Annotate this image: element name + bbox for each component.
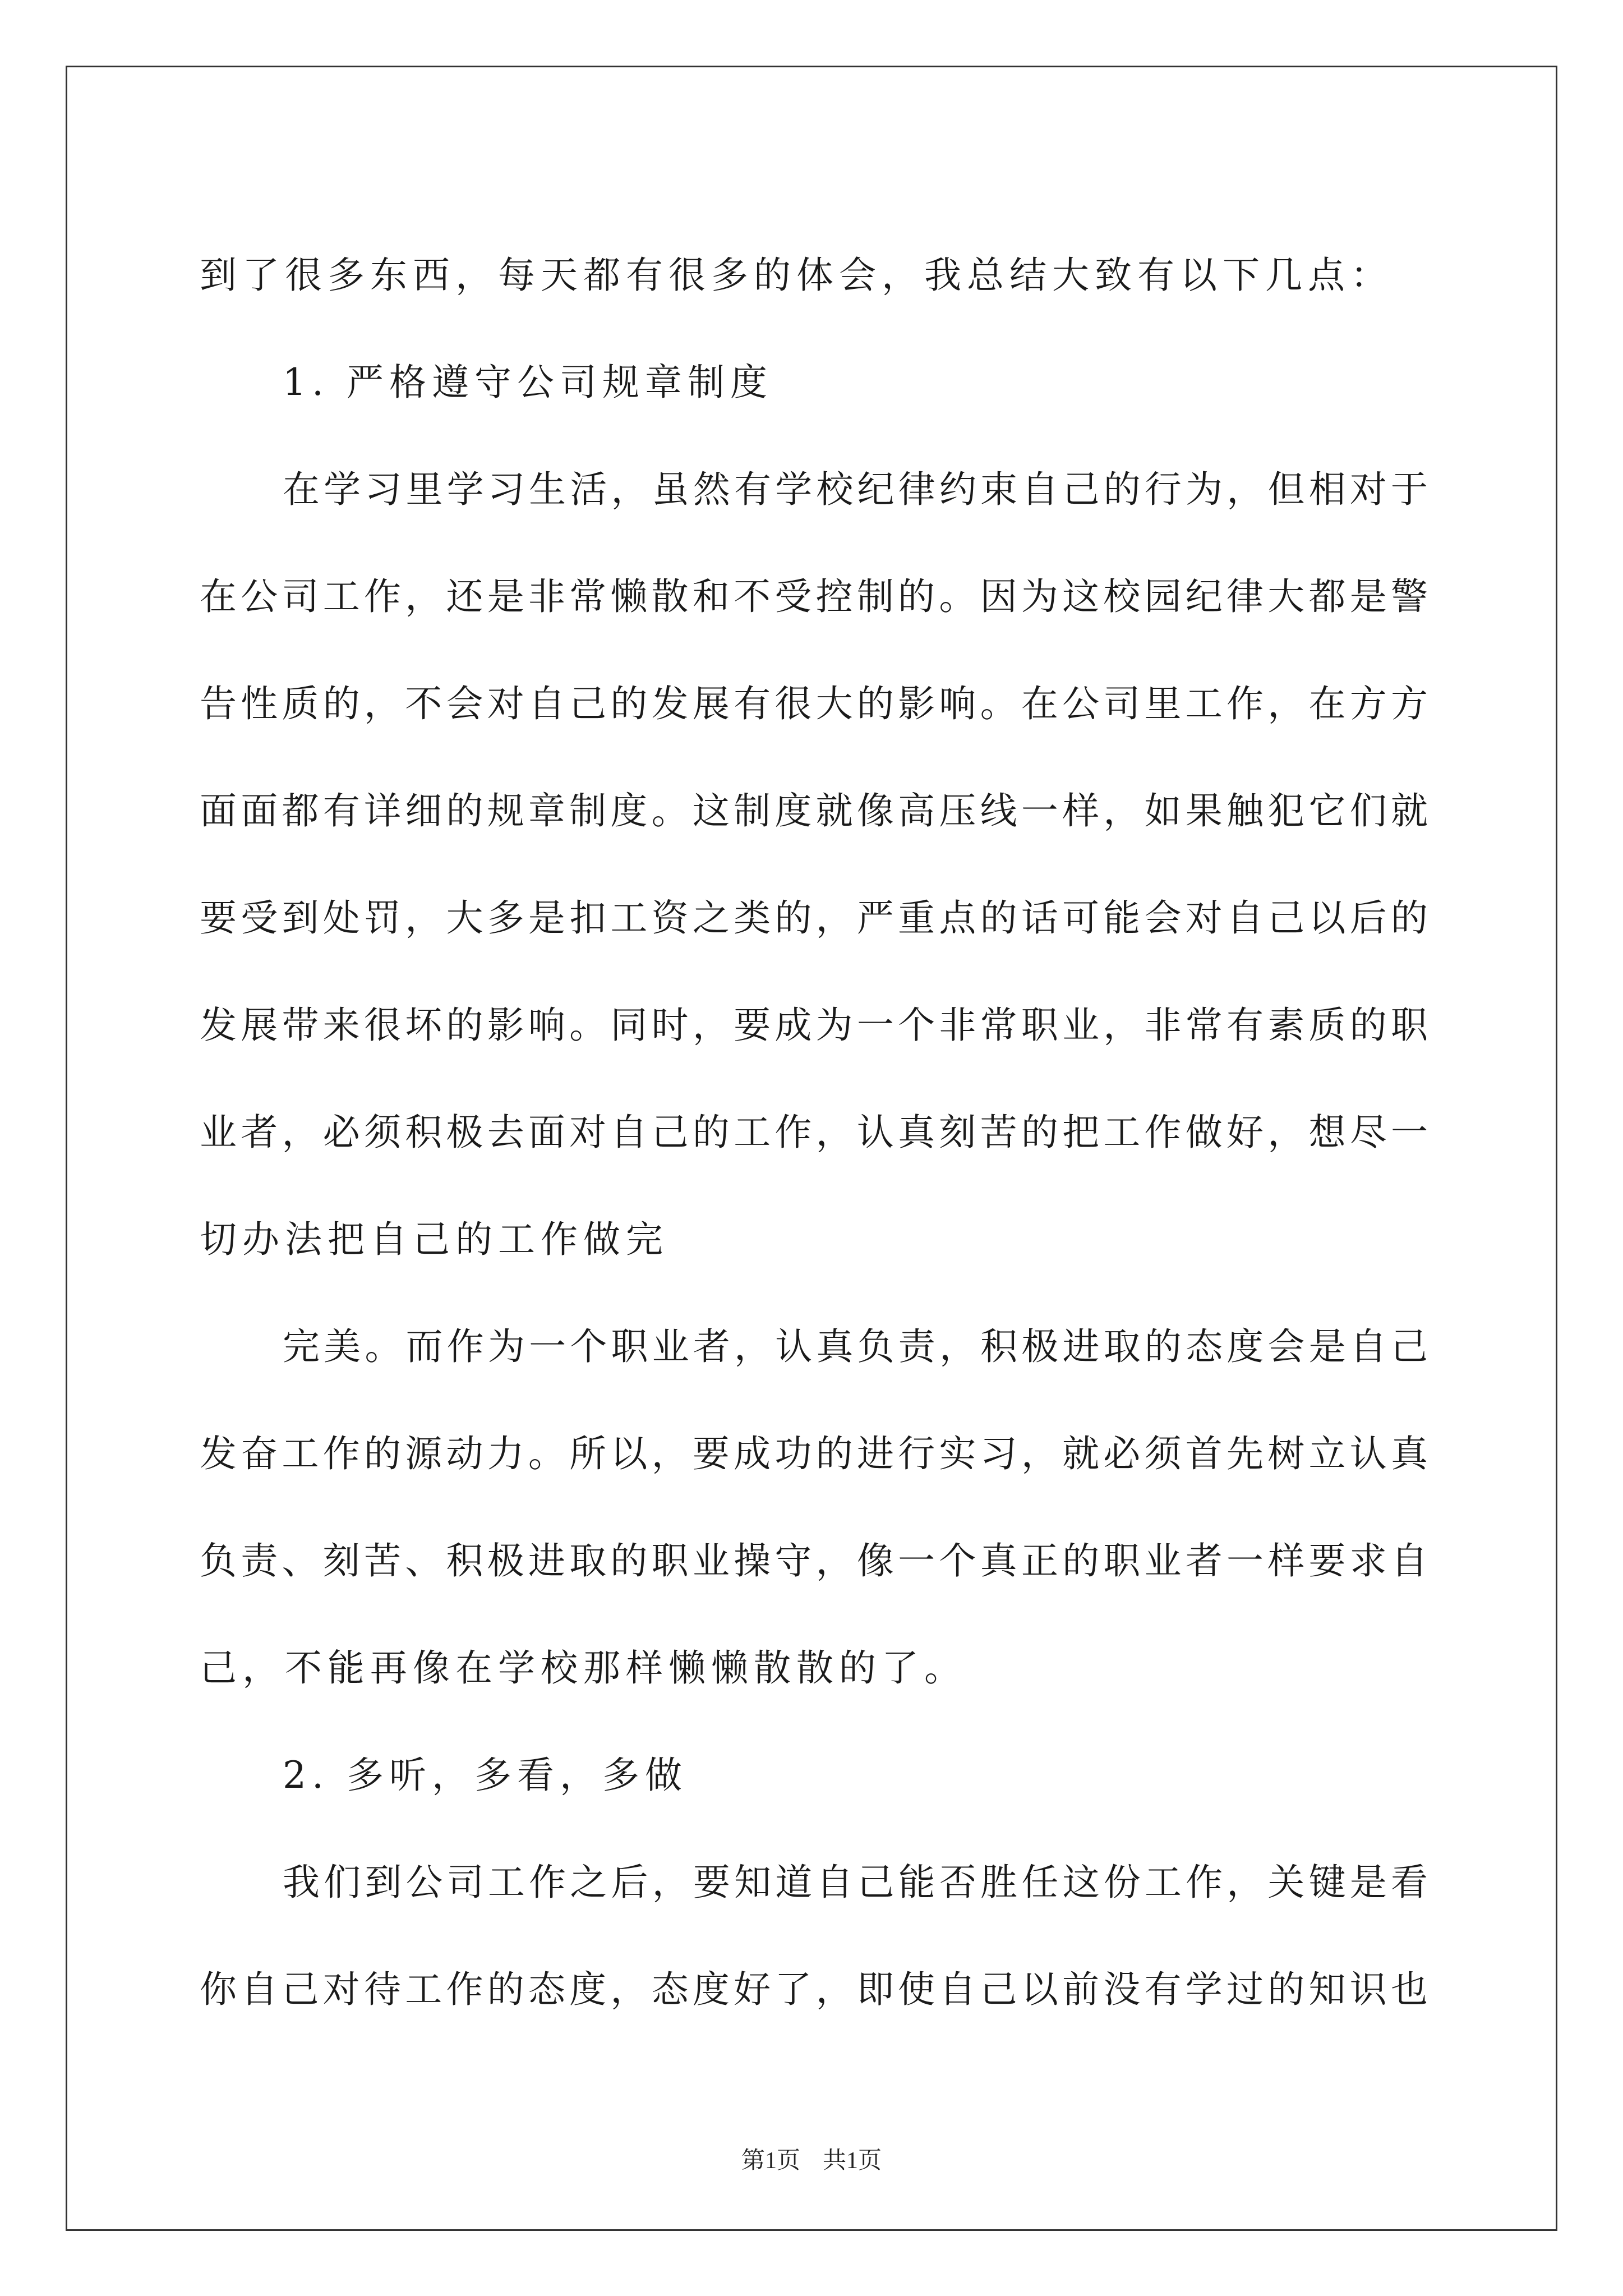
- text-line: 己，不能再像在学校那样懒懒散散的了。: [200, 1646, 967, 1690]
- page-footer: [0, 2142, 1623, 2175]
- text-line: 发奋工作的源动力。所以，要成功的进行实习，就必须首先树立认真: [200, 1432, 1428, 1475]
- page-total: 共1页: [823, 2148, 882, 2174]
- text-line: 面面都有详细的规章制度。这制度就像高压线一样，如果触犯它们就: [200, 789, 1428, 832]
- text-line: 到了很多东西，每天都有很多的体会，我总结大致有以下几点：: [200, 254, 1393, 297]
- section-heading: 2. 多听，多看，多做: [283, 1754, 688, 1797]
- text-line: 在公司工作，还是非常懒散和不受控制的。因为这校园纪律大都是警: [200, 575, 1428, 618]
- text-line: 在学习里学习生活，虽然有学校纪律约束自己的行为，但相对于: [283, 468, 1428, 511]
- text-line: 我们到公司工作之后，要知道自己能否胜任这份工作，关键是看: [283, 1861, 1428, 1904]
- text-line: 告性质的，不会对自己的发展有很大的影响。在公司里工作，在方方: [200, 682, 1428, 725]
- section-heading: 1. 严格遵守公司规章制度: [283, 361, 773, 404]
- text-line: 发展带来很坏的影响。同时，要成为一个非常职业，非常有素质的职: [200, 1004, 1428, 1047]
- document-body: [200, 222, 1428, 2043]
- text-line: 你自己对待工作的态度，态度好了，即使自己以前没有学过的知识也: [200, 1968, 1428, 2011]
- text-line: 完美。而作为一个职业者，认真负责，积极进取的态度会是自己: [283, 1325, 1428, 1368]
- text-line: 负责、刻苦、积极进取的职业操守，像一个真正的职业者一样要求自: [200, 1539, 1428, 1582]
- text-line: 要受到处罚，大多是扣工资之类的，严重点的话可能会对自己以后的: [200, 896, 1428, 940]
- text-line: 业者，必须积极去面对自己的工作，认真刻苦的把工作做好，想尽一: [200, 1111, 1428, 1154]
- text-line: 切办法把自己的工作做完: [200, 1218, 668, 1261]
- page-number: 第1页: [741, 2148, 800, 2174]
